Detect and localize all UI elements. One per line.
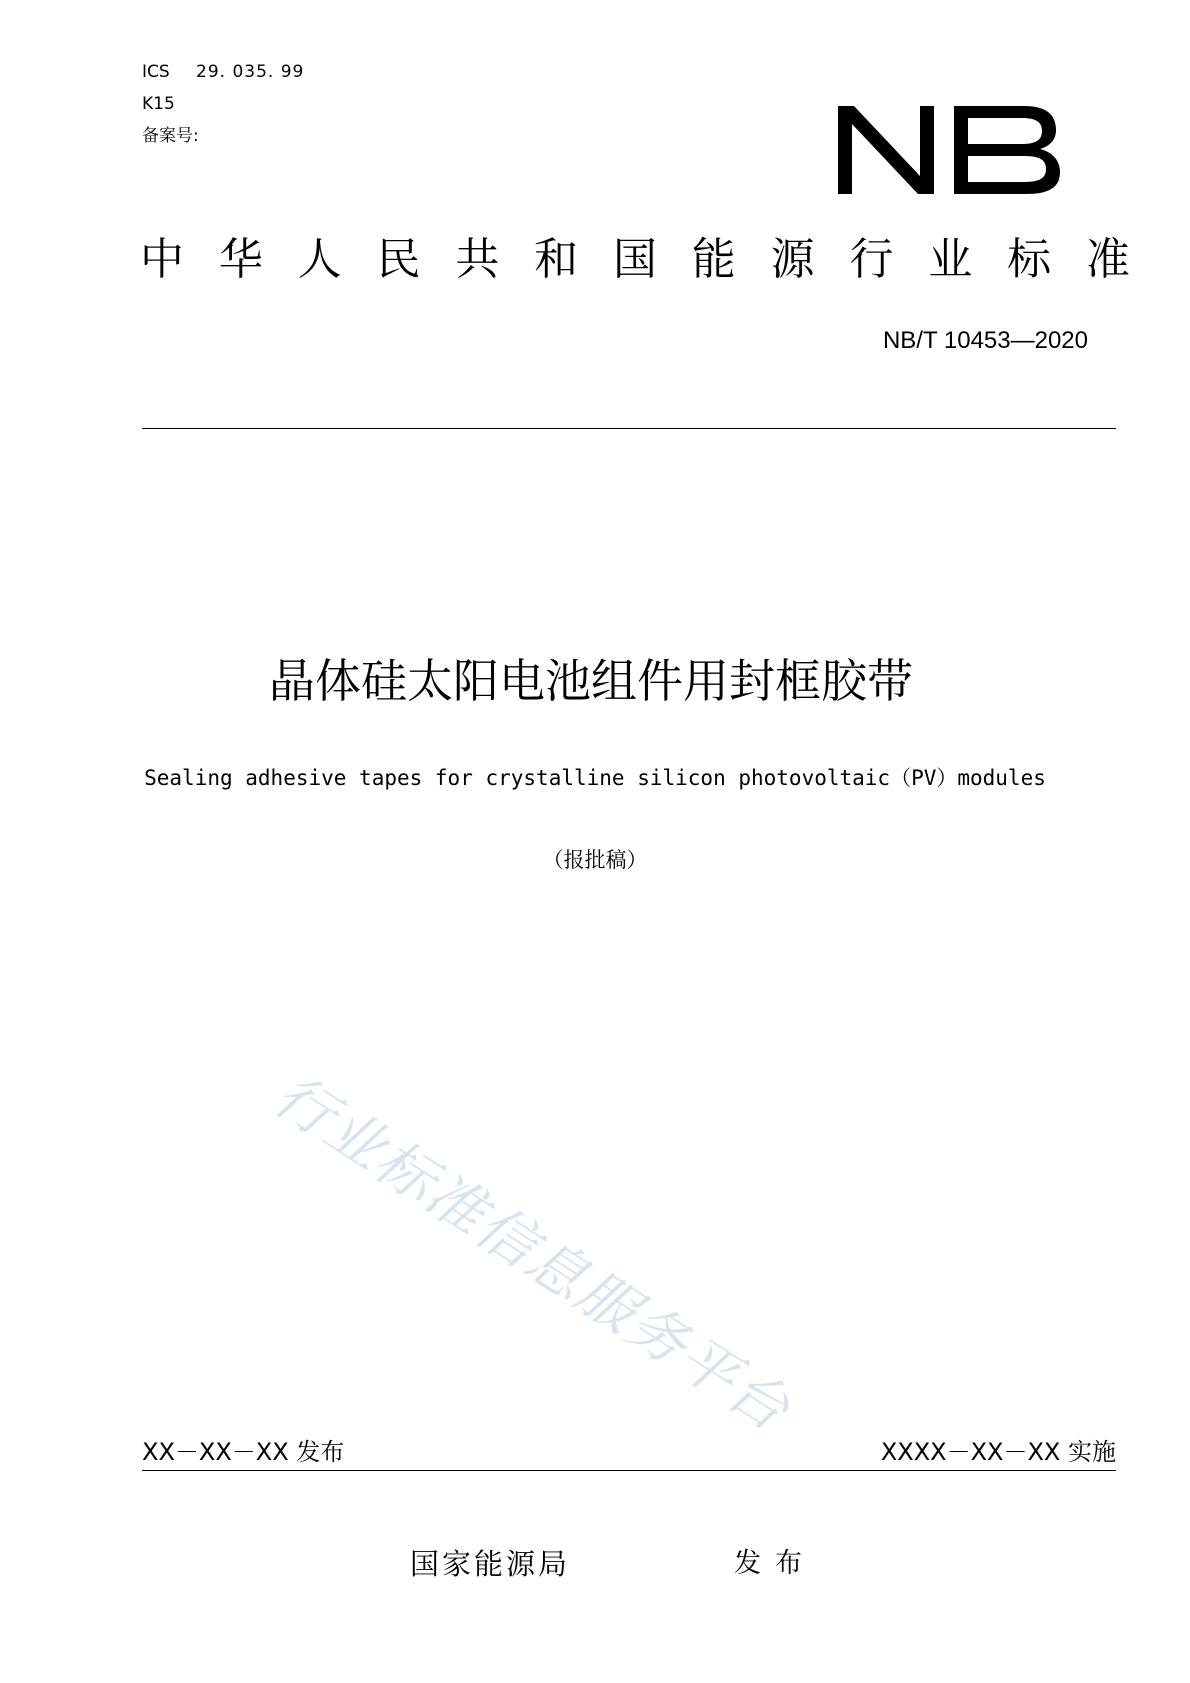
- ics-code: 29. 035. 99: [196, 62, 305, 82]
- authority-title-char: 共: [455, 234, 500, 285]
- ics-label: ICS: [142, 62, 170, 82]
- effective-date: XXXX－XX－XX 实施: [880, 1438, 1116, 1466]
- issuer-action: 发布: [734, 1548, 816, 1579]
- authority-title-char: 华: [218, 234, 263, 285]
- filing-number-label: 备案号:: [142, 126, 199, 146]
- authority-title-char: 民: [376, 234, 421, 285]
- authority-title-char: 人: [297, 234, 342, 285]
- nb-logo: [836, 104, 1060, 196]
- issue-date: XX－XX－XX 发布: [142, 1438, 345, 1466]
- watermark: 行业标准信息服务平台: [262, 1060, 803, 1445]
- authority-title-char: 和: [534, 234, 579, 285]
- authority-title-char: 业: [928, 234, 973, 285]
- authority-title-char: 标: [1007, 234, 1052, 285]
- bottom-divider: [142, 1470, 1116, 1471]
- authority-title-char: 准: [1085, 234, 1130, 285]
- standard-number: NB/T 10453—2020: [882, 327, 1088, 354]
- title-english: Sealing adhesive tapes for crystalline silicon photovoltaic（PV）modules: [144, 766, 1046, 790]
- classification-code: K15: [142, 94, 175, 114]
- authority-title-char: 行: [849, 234, 894, 285]
- authority-title-char: 能: [691, 234, 736, 285]
- top-divider: [142, 428, 1116, 429]
- authority-title-char: 源: [770, 234, 815, 285]
- title-chinese: 晶体硅太阳电池组件用封框胶带: [269, 654, 913, 708]
- authority-title-char: 中: [140, 234, 184, 285]
- issuer-name: 国家能源局: [410, 1547, 571, 1581]
- issuing-authority-title: [140, 232, 1130, 288]
- draft-status: （报批稿）: [542, 848, 648, 872]
- authority-title-char: 国: [612, 234, 657, 285]
